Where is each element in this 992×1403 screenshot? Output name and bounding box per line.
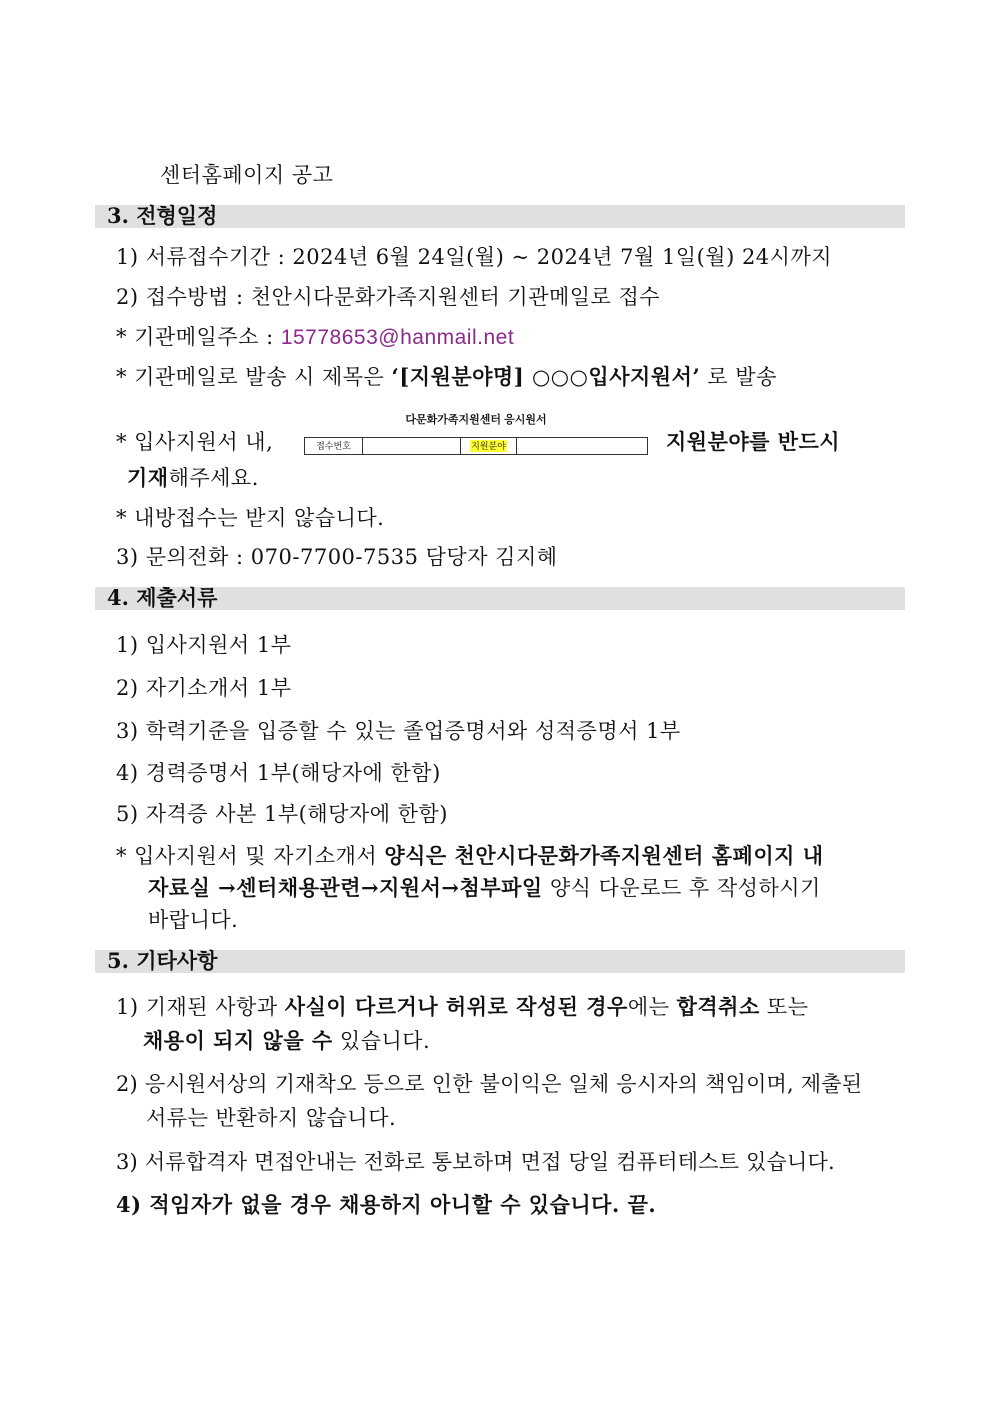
form-title: 다문화가족지원센터 응시원서 bbox=[405, 414, 547, 426]
mail-subject-line bbox=[116, 363, 777, 391]
section-5-title: 5. 기타사항 bbox=[107, 948, 218, 973]
form-download-path-text: 양식 다운로드 후 작성하시기 bbox=[542, 876, 821, 900]
mail-subject-format: ‘[지원분야명] ○○○입사지원서’ bbox=[391, 364, 701, 389]
application-form-excerpt bbox=[304, 413, 648, 457]
section-5-header bbox=[95, 950, 905, 973]
etc-item-1-line2 bbox=[143, 1027, 430, 1055]
etc-item-2-line2: 서류는 반환하지 않습니다. bbox=[146, 1106, 397, 1130]
document-item: 1) 입사지원서 1부 bbox=[116, 633, 292, 657]
mail-subject-prefix: * 기관메일로 발송 시 제목은 bbox=[116, 365, 392, 389]
etc-item-1-e: 또는 bbox=[759, 995, 809, 1019]
section-3-title: 3. 전형일정 bbox=[107, 203, 218, 228]
email-address[interactable]: 15778653@hanmail.net bbox=[280, 326, 515, 349]
schedule-period: 1) 서류접수기간 : 2024년 6월 24일(월) ~ 2024년 7월 1일(월) 24시까지 bbox=[116, 245, 833, 269]
mail-subject-suffix: 로 발송 bbox=[700, 365, 777, 389]
no-visit-note: * 내방접수는 받지 않습니다. bbox=[116, 506, 385, 530]
form-download-path bbox=[148, 874, 821, 902]
etc-item-1 bbox=[116, 993, 809, 1021]
submission-method: 2) 접수방법 : 천안시다문화가족지원센터 기관메일로 접수 bbox=[116, 285, 661, 309]
form-note-line2-text: 해주세요. bbox=[168, 466, 259, 490]
etc-item-1-b: 사실이 다르거나 허위로 작성된 경우 bbox=[284, 994, 628, 1019]
form-download-note-bold: 양식은 천안시다문화가족지원센터 홈페이지 내 bbox=[384, 843, 824, 868]
etc-item-3: 3) 서류합격자 면접안내는 전화로 통보하며 면접 당일 컴퓨터테스트 있습니다. bbox=[116, 1150, 835, 1174]
section-4-header bbox=[95, 587, 905, 610]
document-item: 2) 자기소개서 1부 bbox=[116, 676, 292, 700]
email-label: * 기관메일주소 : bbox=[116, 325, 281, 349]
form-note-prefix: * 입사지원서 내, bbox=[116, 430, 274, 454]
etc-item-4: 4) 적임자가 없을 경우 채용하지 아니할 수 있습니다. 끝. bbox=[116, 1192, 657, 1217]
contact-phone: 3) 문의전화 : 070-7700-7535 담당자 김지혜 bbox=[116, 545, 558, 569]
etc-item-2: 2) 응시원서상의 기재착오 등으로 인한 불이익은 일체 응시자의 책임이며, 제출된 bbox=[116, 1072, 863, 1096]
form-download-note-end: 바랍니다. bbox=[148, 908, 239, 932]
form-note-line2 bbox=[127, 464, 259, 492]
etc-item-1-line2-bold: 채용이 되지 않을 수 bbox=[143, 1028, 333, 1053]
document-item: 5) 자격증 사본 1부(해당자에 한함) bbox=[116, 802, 448, 826]
form-note-emphasis: 지원분야를 반드시 bbox=[666, 429, 841, 454]
document-item: 3) 학력기준을 입증할 수 있는 졸업증명서와 성적증명서 1부 bbox=[116, 719, 681, 743]
section-3-header bbox=[95, 205, 905, 228]
form-download-note bbox=[116, 842, 824, 870]
etc-item-1-a: 1) 기재된 사항과 bbox=[116, 995, 285, 1019]
etc-item-1-c: 에는 bbox=[627, 995, 677, 1019]
form-row bbox=[304, 437, 648, 455]
form-download-path-bold: 자료실 →센터채용관련→지원서→첨부파일 bbox=[148, 875, 543, 900]
etc-item-1-line2-text: 있습니다. bbox=[332, 1029, 431, 1053]
form-cell-field-label: 지원분야 bbox=[471, 441, 506, 451]
etc-item-1-d: 합격취소 bbox=[676, 994, 760, 1019]
section-4-title: 4. 제출서류 bbox=[107, 585, 218, 610]
form-note-line2-bold: 기재 bbox=[127, 465, 169, 490]
form-cell-empty-2 bbox=[517, 438, 647, 454]
form-download-note-prefix: * 입사지원서 및 자기소개서 bbox=[116, 844, 385, 868]
email-line bbox=[116, 323, 514, 352]
form-cell-field bbox=[461, 438, 517, 454]
form-cell-empty-1 bbox=[363, 438, 461, 454]
form-cell-receipt-number: 접수번호 bbox=[305, 438, 363, 454]
document-item: 4) 경력증명서 1부(해당자에 한함) bbox=[116, 761, 441, 785]
intro-text: 센터홈페이지 공고 bbox=[160, 163, 334, 187]
